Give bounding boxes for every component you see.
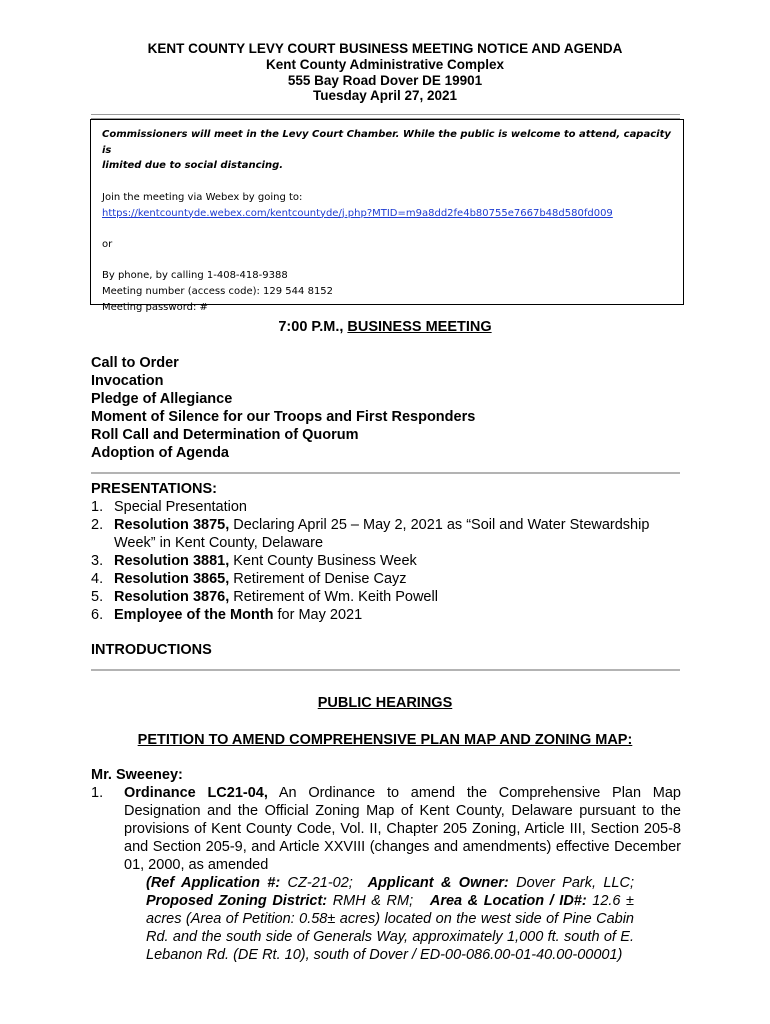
ordinance-section — [91, 766, 681, 964]
presenter-name: Mr. Sweeney: — [91, 767, 183, 783]
attendance-notice-box — [90, 119, 684, 313]
or-text: or — [102, 238, 113, 250]
petition-heading: PETITION TO AMEND COMPREHENSIVE PLAN MAP AND ZONING MAP: — [137, 732, 633, 748]
meeting-title — [0, 319, 770, 335]
presentation-item: 2. Resolution 3875, Declaring April 25 – May 2, 2021 as “Soil and Water Stewardship Week” in Kent County, Delaware — [91, 517, 650, 551]
procedure-item: Invocation — [91, 373, 164, 389]
presentation-item: 3. Resolution 3881, Kent County Business Week — [91, 553, 417, 569]
meeting-number: Meeting number (access code): 129 544 8152 — [102, 285, 334, 297]
document-title: KENT COUNTY LEVY COURT BUSINESS MEETING NOTICE AND AGENDA — [147, 41, 623, 56]
procedure-item: Call to Order — [91, 355, 179, 371]
procedure-item: Roll Call and Determination of Quorum — [91, 427, 359, 443]
meeting-password: Meeting password: # — [102, 301, 208, 313]
webex-link[interactable]: https://kentcountyde.webex.com/kentcountyde/j.php?MTID=m9a8dd2fe4b80755e7667b48d580fd009 — [102, 207, 613, 219]
presentation-item: 5. Resolution 3876, Retirement of Wm. Keith Powell — [91, 589, 438, 605]
presentation-item: 1. Special Presentation — [91, 499, 247, 515]
introductions-heading: INTRODUCTIONS — [91, 642, 212, 658]
procedure-item: Moment of Silence for our Troops and First Responders — [91, 409, 476, 425]
section-divider — [91, 669, 680, 671]
notice-line-2: limited due to social distancing. — [102, 160, 284, 172]
venue-address: 555 Bay Road Dover DE 19901 — [287, 72, 483, 88]
procedure-item: Pledge of Allegiance — [91, 391, 233, 407]
procedure-item: Adoption of Agenda — [91, 445, 229, 461]
presentations-list — [91, 498, 681, 624]
ordinance-number: 1. — [91, 785, 104, 801]
presentations-heading: PRESENTATIONS: — [91, 481, 217, 497]
meeting-label: BUSINESS MEETING — [347, 319, 492, 335]
public-hearings-heading: PUBLIC HEARINGS — [317, 695, 453, 711]
ordinance-item — [91, 784, 681, 964]
section-divider — [91, 472, 680, 474]
notice-line-1: Commissioners will meet in the Levy Court Chamber. While the public is welcome to attend, capacity is — [102, 129, 671, 156]
webex-intro: Join the meeting via Webex by going to: — [102, 191, 303, 203]
presentation-item: 6. Employee of the Month for May 2021 — [91, 607, 363, 623]
ordinance-reference: (Ref Application #: CZ-21-02; Applicant & Owner: Dover Park, LLC; Proposed Zoning District: RMH & RM; Area & Location / ID#: 12.6 ± acres (Area of Petition: 0.58± acres) located on the west side of Pine Cabin Rd. and the south side of Generals Way, approximately 1,000 ft. south of E. Lebanon Rd. (DE Rt. 10), south of Dover / ED-00-086.00-01-40.00-00001) — [146, 875, 635, 963]
presentations-section — [91, 480, 681, 624]
ordinance-text: Ordinance LC21-04, An Ordinance to amend the Comprehensive Plan Map Designation and the Official Zoning Map of Kent County, Delaware pursuant to the provisions of Kent County Code, Vol. II, Chapter 205 Zoning, Article III, Section 205-8 and Section 205-9, and Article XXVIII (changes and amendments) effective December 01, 2000, as amended — [124, 785, 681, 873]
procedures-list — [91, 354, 475, 462]
meeting-time: 7:00 P.M., — [278, 319, 348, 335]
meeting-date: Tuesday April 27, 2021 — [312, 88, 458, 104]
venue-name: Kent County Administrative Complex — [265, 56, 505, 72]
phone-number: By phone, by calling 1-408-418-9388 — [102, 270, 288, 282]
presentation-item: 4. Resolution 3865, Retirement of Denise Cayz — [91, 571, 407, 587]
document-header — [0, 41, 770, 104]
